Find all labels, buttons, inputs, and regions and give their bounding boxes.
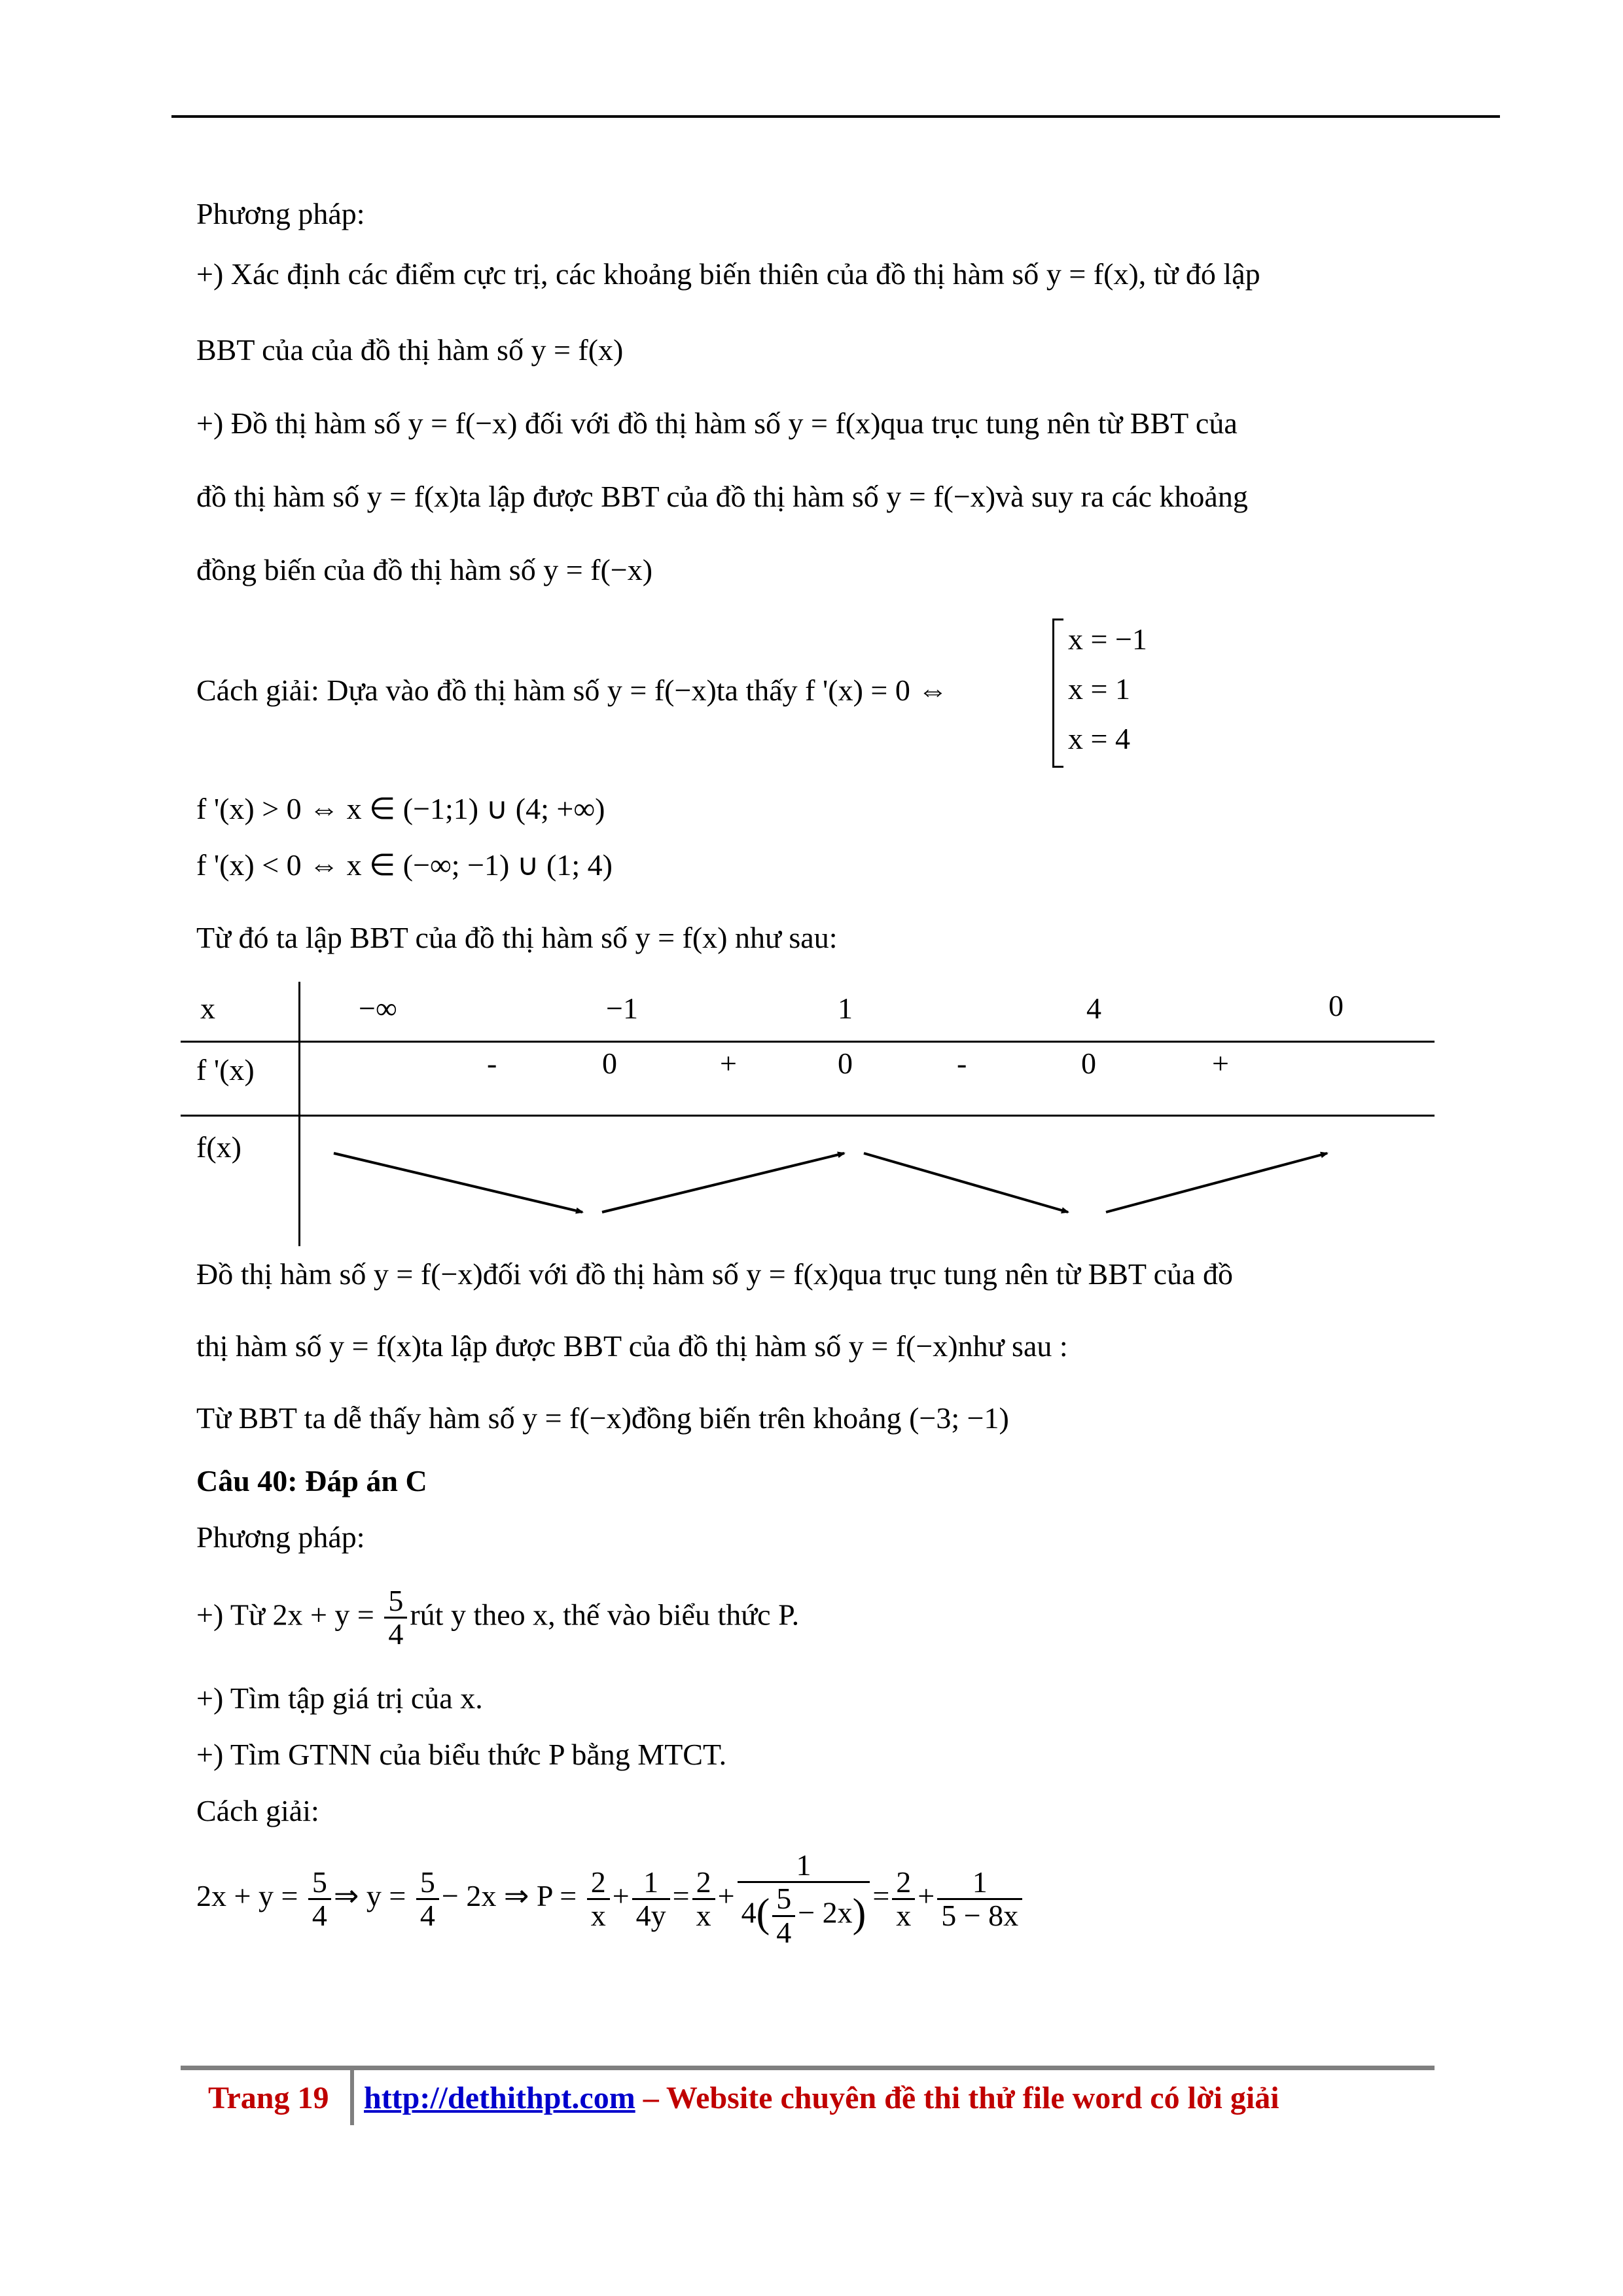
table-x-value: −1 [606, 992, 638, 1025]
denominator: 5 − 8x [941, 1898, 1019, 1932]
text: đồ thị hàm số [196, 480, 367, 513]
denominator: 4 [419, 1898, 435, 1932]
paragraph-line: +) Tìm tập giá trị của x. [196, 1681, 483, 1715]
formula: y = f(−x) [373, 1257, 483, 1291]
text: +) Đồ thị hàm số [196, 406, 408, 440]
arrow-up [602, 1153, 844, 1212]
numerator: 2 [892, 1867, 915, 1900]
table-x-value: 1 [838, 992, 853, 1025]
paragraph-line [196, 1329, 1068, 1363]
table-sign: - [487, 1047, 497, 1080]
footer-link[interactable]: http://dethithpt.com [364, 2081, 635, 2115]
text: ta thấy [716, 673, 806, 707]
numerator: 5 [384, 1585, 407, 1619]
formula: f '(x) = 0 ⇔ [805, 673, 948, 707]
formula: y = f(−x) [408, 406, 518, 440]
table-sign: + [1212, 1047, 1229, 1080]
text: 2x + y = [196, 1879, 306, 1913]
fraction [384, 1585, 407, 1651]
text: +) Từ 2x + y = [196, 1598, 382, 1632]
text: − 2x [798, 1895, 853, 1929]
operator: = [872, 1879, 890, 1913]
paragraph-line: +) Tìm GTNN của biểu thức P bằng MTCT. [196, 1738, 727, 1771]
fraction [692, 1867, 715, 1932]
numerator: 1 [937, 1867, 1022, 1900]
numerator: 2 [692, 1867, 715, 1900]
text: qua trục tung nên từ BBT của [880, 406, 1238, 440]
operator: = [672, 1879, 690, 1913]
text: đồng biến trên khoảng [631, 1401, 910, 1435]
fraction [416, 1867, 439, 1932]
table-x-value: 4 [1086, 992, 1101, 1025]
denominator: x [696, 1898, 711, 1932]
formula: y = f(x) [531, 333, 624, 367]
text: đồng biến của đồ thị hàm số [196, 553, 544, 586]
table-x-value: −∞ [359, 992, 397, 1025]
paragraph-line [196, 1257, 1233, 1291]
fraction [308, 1867, 331, 1932]
inequality: f '(x) > 0 ⇔ x ∈ (−1;1) ∪ (4; +∞) [196, 792, 605, 825]
formula: y = f(−x) [543, 553, 653, 586]
inequality: f '(x) < 0 ⇔ x ∈ (−∞; −1) ∪ (1; 4) [196, 848, 613, 882]
denominator: 4 [312, 1898, 327, 1932]
text: BBT của của đồ thị hàm số [196, 333, 531, 367]
page-number: Trang 19 [208, 2081, 329, 2115]
heading-phuong-phap: Phương pháp: [196, 197, 365, 230]
table-sign: + [720, 1047, 737, 1080]
text: Cách giải: Dựa vào đồ thị hàm số [196, 673, 607, 707]
formula: (−3; −1) [909, 1401, 1009, 1435]
fraction [587, 1867, 610, 1932]
fraction [632, 1867, 670, 1932]
text: ta lập được BBT của đồ thị hàm số [459, 480, 887, 513]
text: 4 [741, 1895, 757, 1929]
text: ⇒ y = [333, 1879, 414, 1913]
formula: y = f(x) [1046, 257, 1139, 291]
text: Từ đó ta lập BBT của đồ thị hàm số [196, 921, 635, 954]
text: ta lập được BBT của đồ thị hàm số [421, 1329, 849, 1363]
case-item: x = −1 [1068, 622, 1147, 656]
formula: y = f(x) [746, 1257, 839, 1291]
numerator: 5 [416, 1867, 439, 1900]
fraction [772, 1883, 795, 1948]
table-x-value: 0 [1329, 989, 1344, 1022]
operator: + [612, 1879, 630, 1913]
text: rút y theo x, thế vào biểu thức P. [410, 1598, 800, 1632]
denominator: 4 [776, 1915, 792, 1949]
text: Đồ thị hàm số [196, 1257, 374, 1291]
text: Từ BBT ta dễ thấy hàm số [196, 1401, 523, 1435]
formula: y = f(x) [366, 480, 459, 513]
table-sign: 0 [1081, 1047, 1096, 1080]
formula: y = f(x) [635, 921, 728, 954]
text: thị hàm số [196, 1329, 330, 1363]
operator: + [918, 1879, 935, 1913]
text: như sau: [727, 921, 838, 954]
formula: y = f(x) [329, 1329, 422, 1363]
text: đối với đồ thị hàm số [482, 1257, 747, 1291]
paragraph-line [196, 1401, 1009, 1435]
numerator: 5 [772, 1883, 795, 1916]
table-label-f: f(x) [196, 1130, 241, 1164]
case-item: x = 4 [1068, 722, 1130, 755]
table-sign: 0 [838, 1047, 853, 1080]
denominator: 4y [635, 1898, 666, 1932]
paragraph-line [196, 1585, 799, 1651]
denominator: x [590, 1898, 606, 1932]
numerator: 1 [632, 1867, 670, 1900]
text: như sau : [957, 1329, 1068, 1363]
operator: + [717, 1879, 735, 1913]
denominator: 4 [388, 1617, 404, 1651]
fraction [738, 1850, 870, 1948]
formula: y = f(−x) [886, 480, 996, 513]
text: qua trục tung nên từ BBT của đồ [838, 1257, 1233, 1291]
table-sign: 0 [602, 1047, 617, 1080]
paren: ) [852, 1891, 866, 1936]
numerator: 2 [587, 1867, 610, 1900]
denominator: x [896, 1898, 912, 1932]
heading-cach-giai: Cách giải: [196, 1794, 319, 1827]
fraction [892, 1867, 915, 1932]
table-label-x: x [200, 992, 215, 1025]
fraction [937, 1867, 1022, 1932]
numerator: 1 [738, 1850, 870, 1883]
footer-tagline: – Website chuyên đề thi thử file word có lời giải [635, 2081, 1279, 2115]
footer-separator [350, 2070, 354, 2125]
formula: y = f(x) [788, 406, 881, 440]
table-label-fprime: f '(x) [196, 1053, 255, 1086]
footer-text [364, 2080, 1279, 2116]
heading-phuong-phap: Phương pháp: [196, 1520, 365, 1554]
formula: y = f(−x) [607, 673, 717, 707]
denominator-compound [738, 1883, 870, 1948]
question-heading: Câu 40: Đáp án C [196, 1464, 427, 1498]
text: − 2x ⇒ P = [441, 1879, 584, 1913]
text: và suy ra các khoảng [995, 480, 1248, 513]
text: đối với đồ thị hàm số [517, 406, 789, 440]
arrow-down [334, 1153, 582, 1212]
arrow-down [864, 1153, 1068, 1212]
equation [196, 1850, 1025, 1948]
numerator: 5 [308, 1867, 331, 1900]
text: +) Xác định các điểm cực trị, các khoảng biến thiên của đồ thị hàm số [196, 257, 1046, 291]
footer-rule [181, 2066, 1435, 2070]
table-sign: - [957, 1047, 967, 1080]
formula: y = f(−x) [848, 1329, 958, 1363]
text: , từ đó lập [1138, 257, 1260, 291]
case-item: x = 1 [1068, 672, 1130, 706]
formula: y = f(−x) [522, 1401, 632, 1435]
paren: ( [756, 1891, 770, 1936]
arrow-up [1106, 1153, 1327, 1212]
